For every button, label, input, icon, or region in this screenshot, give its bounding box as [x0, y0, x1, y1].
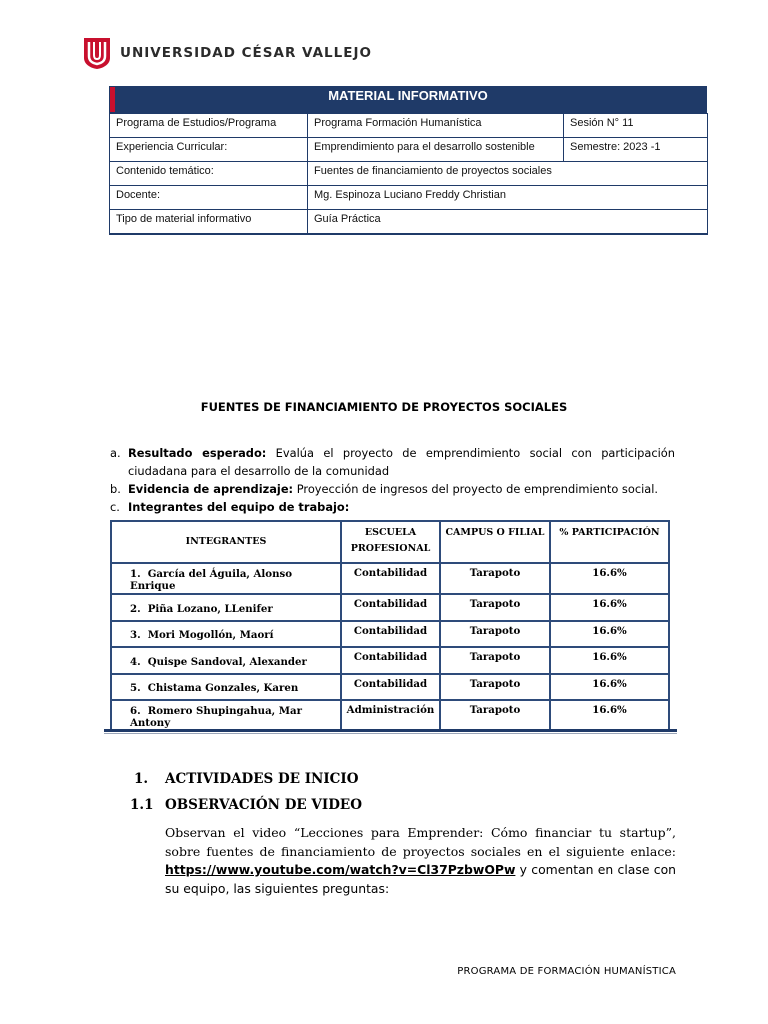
info-label: Contenido temático: — [110, 162, 308, 186]
row-number: 6. — [130, 705, 141, 717]
row-number: 2. — [130, 602, 141, 615]
member-participation: 16.6% — [550, 594, 669, 621]
member-campus: Tarapoto — [440, 647, 550, 674]
row-number: 1. — [130, 568, 141, 580]
member-participation: 16.6% — [550, 621, 669, 648]
member-name-text: García del Águila, Alonso Enrique — [130, 568, 293, 592]
info-label: Docente: — [110, 186, 308, 210]
item-label: Integrantes del equipo de trabajo: — [128, 500, 350, 514]
info-value: Programa Formación Humanística — [308, 114, 564, 138]
info-value: Emprendimiento para el desarrollo sostenible — [308, 138, 564, 162]
item-label: Resultado esperado: — [128, 446, 267, 460]
table-row — [111, 563, 669, 594]
section-title: ACTIVIDADES DE INICIO — [165, 771, 359, 787]
member-name — [111, 594, 341, 621]
item-label: Evidencia de aprendizaje: — [128, 482, 294, 496]
video-instructions — [165, 824, 676, 898]
member-campus: Tarapoto — [440, 594, 550, 621]
member-school: Contabilidad — [341, 594, 440, 621]
section-heading — [134, 771, 358, 787]
member-name-text: Romero Shupingahua, Mar Antony — [130, 705, 303, 729]
university-logo — [82, 36, 372, 70]
info-label: Programa de Estudios/Programa — [110, 114, 308, 138]
item-text: Evalúa el proyecto de emprendimiento social con participación ciudadana para el desarrollo de la comunidad — [128, 446, 675, 478]
item-text: Proyección de ingresos del proyecto de emprendimiento social. — [293, 482, 659, 496]
member-name — [111, 674, 341, 701]
page-footer: PROGRAMA DE FORMACIÓN HUMANÍSTICA — [457, 966, 676, 977]
member-name-text: Piña Lozano, LLenifer — [147, 602, 273, 615]
col-header: ESCUELA PROFESIONAL — [341, 521, 440, 563]
video-link[interactable]: https://www.youtube.com/watch?v=Cl37PzbwOPw — [165, 862, 516, 877]
info-table-title: MATERIAL INFORMATIVO — [328, 88, 488, 103]
row-number: 4. — [130, 655, 141, 668]
member-name — [111, 621, 341, 648]
item-marker: b. — [110, 482, 121, 496]
info-label: Experiencia Curricular: — [110, 138, 308, 162]
accent-stripe — [110, 87, 115, 112]
member-participation: 16.6% — [550, 674, 669, 701]
ucv-shield-icon — [82, 36, 112, 70]
list-item — [110, 444, 675, 480]
member-school: Contabilidad — [341, 674, 440, 701]
section-divider-shadow — [104, 733, 677, 734]
subsection-heading — [130, 797, 362, 813]
member-school: Contabilidad — [341, 563, 440, 594]
institution-name: UNIVERSIDAD CÉSAR VALLEJO — [120, 45, 372, 61]
paragraph-text-continued: y comentan en clase con su equipo, las siguientes preguntas: — [165, 862, 676, 896]
table-row — [111, 621, 669, 648]
item-marker: c. — [110, 500, 120, 514]
table-row — [111, 700, 669, 731]
member-participation: 16.6% — [550, 563, 669, 594]
info-label: Tipo de material informativo — [110, 210, 308, 234]
info-row — [110, 114, 708, 138]
col-header: % PARTICIPACIÓN — [550, 521, 669, 563]
member-name-text: Chistama Gonzales, Karen — [147, 682, 299, 695]
member-name-text: Mori Mogollón, Maorí — [147, 629, 274, 642]
member-name-text: Quispe Sandoval, Alexander — [147, 655, 307, 668]
info-value: Fuentes de financiamiento de proyectos sociales — [308, 162, 708, 186]
info-row — [110, 210, 708, 234]
table-row — [111, 674, 669, 701]
subsection-number: 1.1 — [130, 797, 154, 813]
info-table-header — [109, 86, 707, 113]
section-number: 1. — [134, 771, 149, 787]
info-row — [110, 138, 708, 162]
col-header: INTEGRANTES — [111, 521, 341, 563]
info-row — [110, 162, 708, 186]
info-extra: Sesión N° 11 — [564, 114, 708, 138]
member-participation: 16.6% — [550, 647, 669, 674]
document-title: FUENTES DE FINANCIAMIENTO DE PROYECTOS SOCIALES — [200, 400, 568, 414]
info-row — [110, 186, 708, 210]
member-campus: Tarapoto — [440, 700, 550, 731]
member-campus: Tarapoto — [440, 563, 550, 594]
member-campus: Tarapoto — [440, 674, 550, 701]
info-value: Mg. Espinoza Luciano Freddy Christian — [308, 186, 708, 210]
item-marker: a. — [110, 446, 121, 460]
table-row — [111, 594, 669, 621]
list-item — [110, 480, 675, 498]
row-number: 5. — [130, 682, 141, 695]
info-table-grid — [109, 113, 708, 235]
member-school: Contabilidad — [341, 621, 440, 648]
info-extra: Semestre: 2023 -1 — [564, 138, 708, 162]
row-number: 3. — [130, 629, 141, 642]
member-name — [111, 647, 341, 674]
team-header-row — [111, 521, 669, 563]
member-campus: Tarapoto — [440, 621, 550, 648]
info-value: Guía Práctica — [308, 210, 708, 234]
member-school: Administración — [341, 700, 440, 731]
col-header: CAMPUS O FILIAL — [440, 521, 550, 563]
member-school: Contabilidad — [341, 647, 440, 674]
table-row — [111, 647, 669, 674]
team-table — [110, 520, 670, 732]
section-divider — [104, 729, 677, 732]
member-participation: 16.6% — [550, 700, 669, 731]
member-name — [111, 700, 341, 731]
paragraph-text: Observan el video “Lecciones para Emprender: Cómo financiar tu startup”, sobre fuentes de financiamiento de proyectos sociales en el siguiente enlace: — [165, 825, 676, 859]
objectives-list — [110, 444, 675, 516]
list-item — [110, 498, 675, 516]
member-name — [111, 563, 341, 594]
info-table — [109, 86, 707, 235]
subsection-title: OBSERVACIÓN DE VIDEO — [165, 797, 362, 813]
